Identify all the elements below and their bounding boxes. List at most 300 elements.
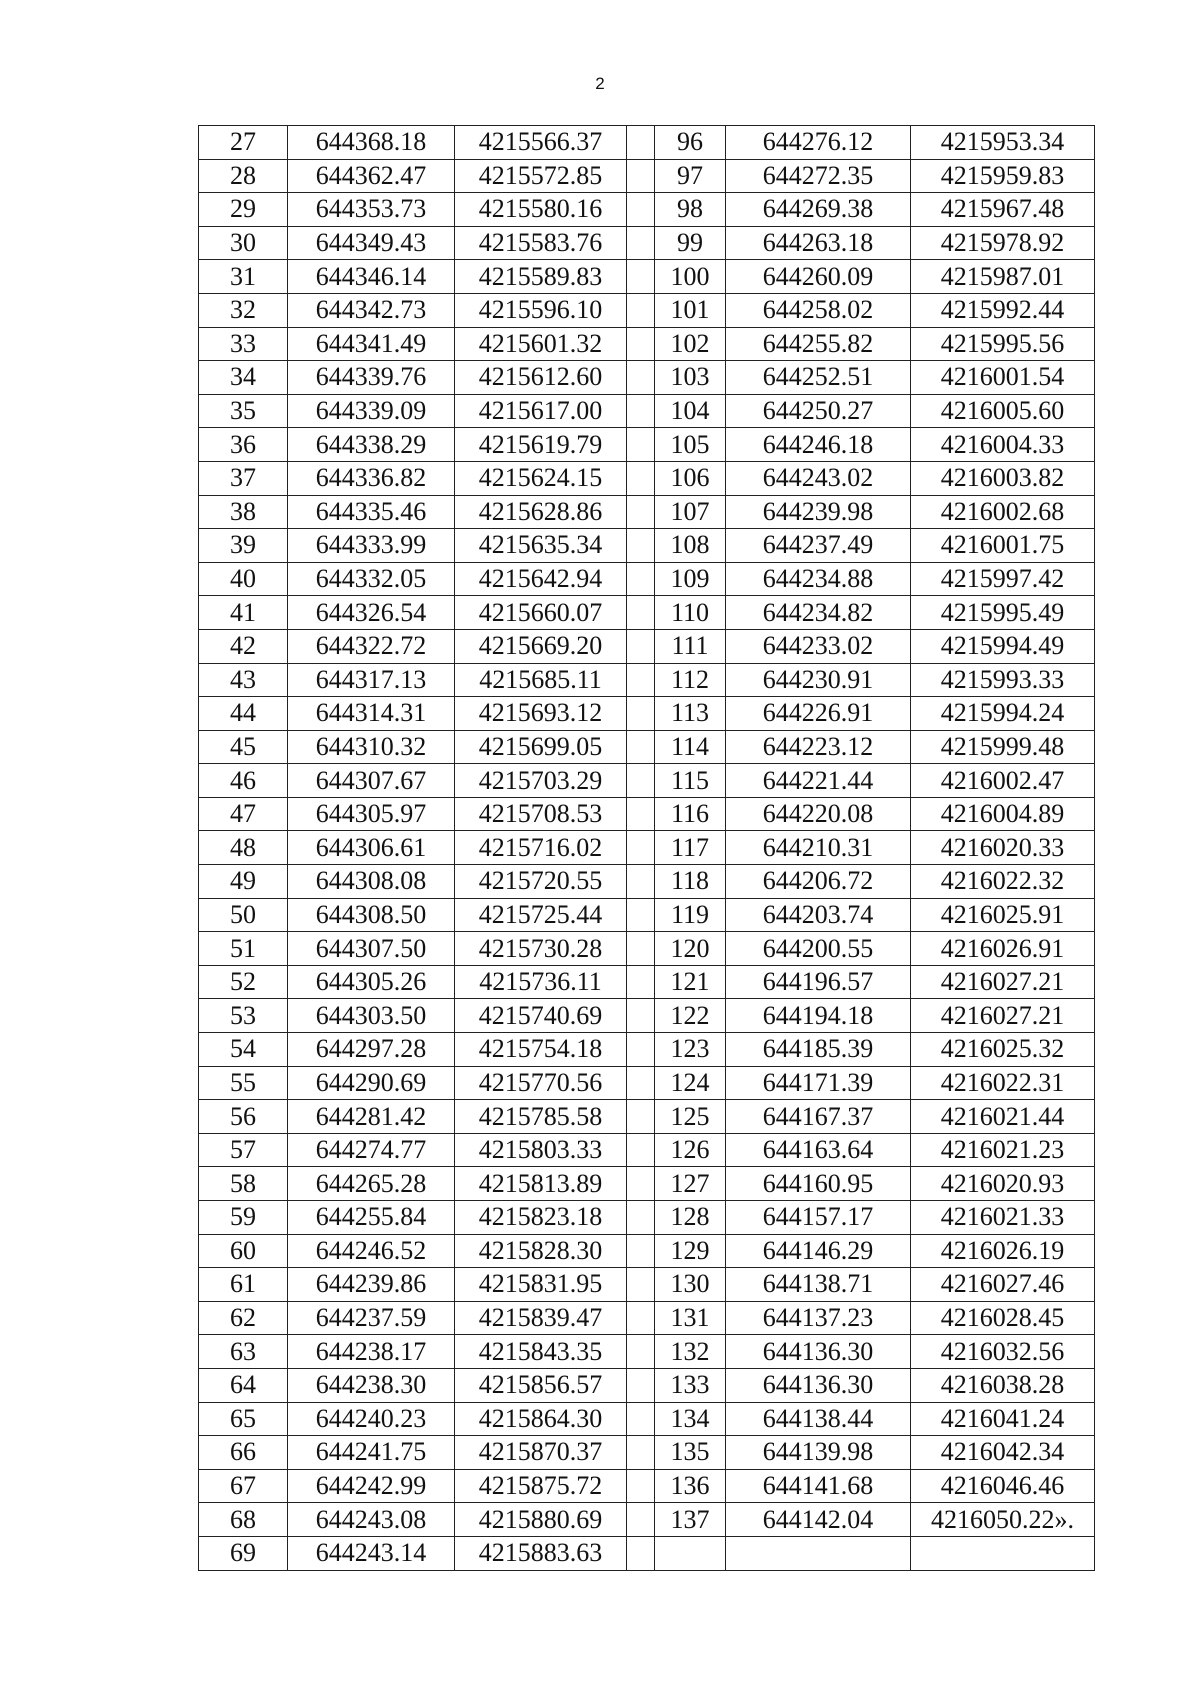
spacer-cell	[627, 495, 655, 529]
table-row	[199, 1335, 1095, 1369]
spacer-cell	[627, 1469, 655, 1503]
spacer-cell	[627, 596, 655, 630]
y-coordinate-cell: 4215619.79	[455, 428, 627, 462]
x-coordinate-cell: 644265.28	[288, 1167, 455, 1201]
y-coordinate-cell: 4215699.05	[455, 730, 627, 764]
spacer-cell	[627, 663, 655, 697]
x-coordinate-cell: 644269.38	[726, 193, 911, 227]
x-coordinate-cell: 644138.71	[726, 1268, 911, 1302]
y-coordinate-cell: 4215635.34	[455, 529, 627, 563]
x-coordinate-cell: 644138.44	[726, 1402, 911, 1436]
y-coordinate-cell: 4215839.47	[455, 1301, 627, 1335]
point-number-cell: 109	[655, 562, 726, 596]
table-row	[199, 293, 1095, 327]
x-coordinate-cell: 644353.73	[288, 193, 455, 227]
y-coordinate-cell: 4215870.37	[455, 1436, 627, 1470]
y-coordinate-cell	[911, 1536, 1095, 1570]
table-row	[199, 831, 1095, 865]
x-coordinate-cell: 644250.27	[726, 394, 911, 428]
x-coordinate-cell: 644203.74	[726, 898, 911, 932]
point-number-cell: 62	[199, 1301, 288, 1335]
x-coordinate-cell: 644163.64	[726, 1133, 911, 1167]
point-number-cell: 35	[199, 394, 288, 428]
table-row	[199, 159, 1095, 193]
table-row	[199, 1301, 1095, 1335]
point-number-cell: 30	[199, 226, 288, 260]
x-coordinate-cell: 644171.39	[726, 1066, 911, 1100]
point-number-cell: 98	[655, 193, 726, 227]
x-coordinate-cell: 644349.43	[288, 226, 455, 260]
y-coordinate-cell: 4216005.60	[911, 394, 1095, 428]
spacer-cell	[627, 1167, 655, 1201]
spacer-cell	[627, 1201, 655, 1235]
y-coordinate-cell: 4215864.30	[455, 1402, 627, 1436]
point-number-cell: 121	[655, 965, 726, 999]
spacer-cell	[627, 260, 655, 294]
y-coordinate-cell: 4215813.89	[455, 1167, 627, 1201]
y-coordinate-cell: 4216004.89	[911, 797, 1095, 831]
x-coordinate-cell: 644139.98	[726, 1436, 911, 1470]
y-coordinate-cell: 4216025.32	[911, 1033, 1095, 1067]
x-coordinate-cell: 644322.72	[288, 629, 455, 663]
y-coordinate-cell: 4215823.18	[455, 1201, 627, 1235]
table-row	[199, 1033, 1095, 1067]
spacer-cell	[627, 1503, 655, 1537]
point-number-cell: 100	[655, 260, 726, 294]
spacer-cell	[627, 1268, 655, 1302]
point-number-cell: 68	[199, 1503, 288, 1537]
y-coordinate-cell: 4216021.44	[911, 1100, 1095, 1134]
spacer-cell	[627, 293, 655, 327]
x-coordinate-cell: 644362.47	[288, 159, 455, 193]
y-coordinate-cell: 4215828.30	[455, 1234, 627, 1268]
x-coordinate-cell: 644342.73	[288, 293, 455, 327]
spacer-cell	[627, 361, 655, 395]
x-coordinate-cell: 644223.12	[726, 730, 911, 764]
y-coordinate-cell: 4215589.83	[455, 260, 627, 294]
point-number-cell: 55	[199, 1066, 288, 1100]
y-coordinate-cell: 4215994.49	[911, 629, 1095, 663]
x-coordinate-cell: 644346.14	[288, 260, 455, 294]
point-number-cell: 135	[655, 1436, 726, 1470]
x-coordinate-cell: 644305.26	[288, 965, 455, 999]
spacer-cell	[627, 461, 655, 495]
x-coordinate-cell: 644333.99	[288, 529, 455, 563]
x-coordinate-cell: 644263.18	[726, 226, 911, 260]
point-number-cell: 125	[655, 1100, 726, 1134]
y-coordinate-cell: 4216027.46	[911, 1268, 1095, 1302]
point-number-cell: 48	[199, 831, 288, 865]
x-coordinate-cell: 644255.82	[726, 327, 911, 361]
point-number-cell: 96	[655, 126, 726, 160]
point-number-cell: 117	[655, 831, 726, 865]
x-coordinate-cell: 644308.50	[288, 898, 455, 932]
point-number-cell: 63	[199, 1335, 288, 1369]
point-number-cell: 127	[655, 1167, 726, 1201]
x-coordinate-cell: 644332.05	[288, 562, 455, 596]
y-coordinate-cell: 4215785.58	[455, 1100, 627, 1134]
point-number-cell: 67	[199, 1469, 288, 1503]
table-row	[199, 965, 1095, 999]
spacer-cell	[627, 226, 655, 260]
x-coordinate-cell: 644239.86	[288, 1268, 455, 1302]
point-number-cell: 99	[655, 226, 726, 260]
y-coordinate-cell: 4215740.69	[455, 999, 627, 1033]
table-row	[199, 1167, 1095, 1201]
x-coordinate-cell: 644308.08	[288, 865, 455, 899]
x-coordinate-cell: 644243.08	[288, 1503, 455, 1537]
y-coordinate-cell: 4215580.16	[455, 193, 627, 227]
point-number-cell: 97	[655, 159, 726, 193]
spacer-cell	[627, 730, 655, 764]
point-number-cell: 33	[199, 327, 288, 361]
y-coordinate-cell: 4215883.63	[455, 1536, 627, 1570]
point-number-cell: 136	[655, 1469, 726, 1503]
point-number-cell: 40	[199, 562, 288, 596]
x-coordinate-cell: 644274.77	[288, 1133, 455, 1167]
spacer-cell	[627, 932, 655, 966]
spacer-cell	[627, 126, 655, 160]
y-coordinate-cell: 4215997.42	[911, 562, 1095, 596]
x-coordinate-cell: 644238.17	[288, 1335, 455, 1369]
table-row	[199, 932, 1095, 966]
x-coordinate-cell: 644226.91	[726, 697, 911, 731]
spacer-cell	[627, 193, 655, 227]
y-coordinate-cell: 4215660.07	[455, 596, 627, 630]
point-number-cell: 45	[199, 730, 288, 764]
point-number-cell: 50	[199, 898, 288, 932]
x-coordinate-cell: 644305.97	[288, 797, 455, 831]
x-coordinate-cell: 644194.18	[726, 999, 911, 1033]
table-row	[199, 730, 1095, 764]
x-coordinate-cell: 644335.46	[288, 495, 455, 529]
y-coordinate-cell: 4216001.54	[911, 361, 1095, 395]
y-coordinate-cell: 4215987.01	[911, 260, 1095, 294]
point-number-cell: 52	[199, 965, 288, 999]
table-row	[199, 226, 1095, 260]
y-coordinate-cell: 4215612.60	[455, 361, 627, 395]
x-coordinate-cell: 644210.31	[726, 831, 911, 865]
table-row	[199, 1402, 1095, 1436]
point-number-cell: 130	[655, 1268, 726, 1302]
point-number-cell: 38	[199, 495, 288, 529]
point-number-cell: 42	[199, 629, 288, 663]
point-number-cell: 29	[199, 193, 288, 227]
table-row	[199, 361, 1095, 395]
y-coordinate-cell: 4215856.57	[455, 1368, 627, 1402]
table-row	[199, 1066, 1095, 1100]
table-row	[199, 697, 1095, 731]
x-coordinate-cell: 644206.72	[726, 865, 911, 899]
y-coordinate-cell: 4216002.47	[911, 764, 1095, 798]
x-coordinate-cell: 644167.37	[726, 1100, 911, 1134]
point-number-cell: 60	[199, 1234, 288, 1268]
table-row	[199, 999, 1095, 1033]
y-coordinate-cell: 4216003.82	[911, 461, 1095, 495]
x-coordinate-cell: 644307.50	[288, 932, 455, 966]
y-coordinate-cell: 4215708.53	[455, 797, 627, 831]
spacer-cell	[627, 327, 655, 361]
point-number-cell: 56	[199, 1100, 288, 1134]
spacer-cell	[627, 1368, 655, 1402]
y-coordinate-cell: 4215992.44	[911, 293, 1095, 327]
x-coordinate-cell: 644341.49	[288, 327, 455, 361]
point-number-cell: 59	[199, 1201, 288, 1235]
x-coordinate-cell: 644326.54	[288, 596, 455, 630]
point-number-cell: 104	[655, 394, 726, 428]
point-number-cell: 122	[655, 999, 726, 1033]
y-coordinate-cell: 4215999.48	[911, 730, 1095, 764]
x-coordinate-cell: 644306.61	[288, 831, 455, 865]
spacer-cell	[627, 1436, 655, 1470]
y-coordinate-cell: 4215642.94	[455, 562, 627, 596]
table-row	[199, 1268, 1095, 1302]
point-number-cell: 106	[655, 461, 726, 495]
table-row	[199, 126, 1095, 160]
point-number-cell: 44	[199, 697, 288, 731]
table-row	[199, 596, 1095, 630]
table-row	[199, 1368, 1095, 1402]
x-coordinate-cell: 644238.30	[288, 1368, 455, 1402]
y-coordinate-cell: 4216001.75	[911, 529, 1095, 563]
point-number-cell: 116	[655, 797, 726, 831]
y-coordinate-cell: 4216041.24	[911, 1402, 1095, 1436]
x-coordinate-cell: 644252.51	[726, 361, 911, 395]
y-coordinate-cell: 4215730.28	[455, 932, 627, 966]
table-row	[199, 327, 1095, 361]
point-number-cell: 126	[655, 1133, 726, 1167]
y-coordinate-cell: 4216038.28	[911, 1368, 1095, 1402]
y-coordinate-cell: 4215770.56	[455, 1066, 627, 1100]
y-coordinate-cell: 4215624.15	[455, 461, 627, 495]
y-coordinate-cell: 4215995.56	[911, 327, 1095, 361]
point-number-cell: 41	[199, 596, 288, 630]
point-number-cell: 58	[199, 1167, 288, 1201]
y-coordinate-cell: 4215596.10	[455, 293, 627, 327]
table-row	[199, 495, 1095, 529]
point-number-cell: 137	[655, 1503, 726, 1537]
point-number-cell: 124	[655, 1066, 726, 1100]
point-number-cell: 115	[655, 764, 726, 798]
table-row	[199, 529, 1095, 563]
x-coordinate-cell: 644281.42	[288, 1100, 455, 1134]
x-coordinate-cell: 644303.50	[288, 999, 455, 1033]
y-coordinate-cell: 4215843.35	[455, 1335, 627, 1369]
y-coordinate-cell: 4216046.46	[911, 1469, 1095, 1503]
y-coordinate-cell: 4215685.11	[455, 663, 627, 697]
point-number-cell: 64	[199, 1368, 288, 1402]
point-number-cell: 61	[199, 1268, 288, 1302]
x-coordinate-cell: 644241.75	[288, 1436, 455, 1470]
y-coordinate-cell: 4215978.92	[911, 226, 1095, 260]
coordinates-table-body	[199, 126, 1095, 1571]
y-coordinate-cell: 4216021.33	[911, 1201, 1095, 1235]
point-number-cell: 28	[199, 159, 288, 193]
spacer-cell	[627, 1536, 655, 1570]
x-coordinate-cell: 644290.69	[288, 1066, 455, 1100]
y-coordinate-cell: 4216020.93	[911, 1167, 1095, 1201]
spacer-cell	[627, 629, 655, 663]
table-row	[199, 1469, 1095, 1503]
point-number-cell: 112	[655, 663, 726, 697]
x-coordinate-cell: 644234.82	[726, 596, 911, 630]
y-coordinate-cell: 4216002.68	[911, 495, 1095, 529]
x-coordinate-cell: 644137.23	[726, 1301, 911, 1335]
y-coordinate-cell: 4216020.33	[911, 831, 1095, 865]
spacer-cell	[627, 797, 655, 831]
x-coordinate-cell: 644200.55	[726, 932, 911, 966]
point-number-cell: 132	[655, 1335, 726, 1369]
table-row	[199, 193, 1095, 227]
table-row	[199, 663, 1095, 697]
spacer-cell	[627, 1402, 655, 1436]
x-coordinate-cell: 644237.49	[726, 529, 911, 563]
spacer-cell	[627, 529, 655, 563]
point-number-cell: 114	[655, 730, 726, 764]
y-coordinate-cell: 4215993.33	[911, 663, 1095, 697]
spacer-cell	[627, 428, 655, 462]
point-number-cell: 65	[199, 1402, 288, 1436]
table-row	[199, 865, 1095, 899]
x-coordinate-cell: 644314.31	[288, 697, 455, 731]
spacer-cell	[627, 1301, 655, 1335]
point-number-cell: 46	[199, 764, 288, 798]
x-coordinate-cell: 644368.18	[288, 126, 455, 160]
x-coordinate-cell: 644230.91	[726, 663, 911, 697]
x-coordinate-cell: 644221.44	[726, 764, 911, 798]
y-coordinate-cell: 4216026.91	[911, 932, 1095, 966]
point-number-cell: 101	[655, 293, 726, 327]
spacer-cell	[627, 764, 655, 798]
spacer-cell	[627, 1100, 655, 1134]
y-coordinate-cell: 4216022.31	[911, 1066, 1095, 1100]
y-coordinate-cell: 4216021.23	[911, 1133, 1095, 1167]
y-coordinate-cell: 4215703.29	[455, 764, 627, 798]
x-coordinate-cell: 644307.67	[288, 764, 455, 798]
spacer-cell	[627, 1335, 655, 1369]
point-number-cell: 37	[199, 461, 288, 495]
point-number-cell: 120	[655, 932, 726, 966]
spacer-cell	[627, 865, 655, 899]
point-number-cell: 32	[199, 293, 288, 327]
point-number-cell: 128	[655, 1201, 726, 1235]
x-coordinate-cell: 644185.39	[726, 1033, 911, 1067]
x-coordinate-cell: 644336.82	[288, 461, 455, 495]
point-number-cell: 47	[199, 797, 288, 831]
x-coordinate-cell	[726, 1536, 911, 1570]
point-number-cell: 27	[199, 126, 288, 160]
y-coordinate-cell: 4215572.85	[455, 159, 627, 193]
y-coordinate-cell: 4215754.18	[455, 1033, 627, 1067]
table-row	[199, 629, 1095, 663]
y-coordinate-cell: 4215831.95	[455, 1268, 627, 1302]
table-row	[199, 260, 1095, 294]
table-row	[199, 797, 1095, 831]
spacer-cell	[627, 898, 655, 932]
table-row	[199, 1234, 1095, 1268]
y-coordinate-cell: 4215583.76	[455, 226, 627, 260]
x-coordinate-cell: 644339.09	[288, 394, 455, 428]
x-coordinate-cell: 644196.57	[726, 965, 911, 999]
y-coordinate-cell: 4215875.72	[455, 1469, 627, 1503]
point-number-cell: 57	[199, 1133, 288, 1167]
point-number-cell: 43	[199, 663, 288, 697]
x-coordinate-cell: 644242.99	[288, 1469, 455, 1503]
table-row	[199, 394, 1095, 428]
y-coordinate-cell: 4215967.48	[911, 193, 1095, 227]
point-number-cell: 131	[655, 1301, 726, 1335]
x-coordinate-cell: 644142.04	[726, 1503, 911, 1537]
y-coordinate-cell: 4215716.02	[455, 831, 627, 865]
point-number-cell: 129	[655, 1234, 726, 1268]
point-number-cell: 133	[655, 1368, 726, 1402]
y-coordinate-cell: 4215736.11	[455, 965, 627, 999]
y-coordinate-cell: 4216025.91	[911, 898, 1095, 932]
point-number-cell: 103	[655, 361, 726, 395]
table-row	[199, 1503, 1095, 1537]
x-coordinate-cell: 644260.09	[726, 260, 911, 294]
point-number-cell: 69	[199, 1536, 288, 1570]
point-number-cell: 123	[655, 1033, 726, 1067]
point-number-cell: 134	[655, 1402, 726, 1436]
y-coordinate-cell: 4216032.56	[911, 1335, 1095, 1369]
x-coordinate-cell: 644136.30	[726, 1335, 911, 1369]
table-row	[199, 764, 1095, 798]
y-coordinate-cell: 4216004.33	[911, 428, 1095, 462]
spacer-cell	[627, 1066, 655, 1100]
spacer-cell	[627, 562, 655, 596]
y-coordinate-cell: 4215995.49	[911, 596, 1095, 630]
x-coordinate-cell: 644246.52	[288, 1234, 455, 1268]
point-number-cell	[655, 1536, 726, 1570]
x-coordinate-cell: 644234.88	[726, 562, 911, 596]
point-number-cell: 49	[199, 865, 288, 899]
y-coordinate-cell: 4216028.45	[911, 1301, 1095, 1335]
table-row	[199, 1536, 1095, 1570]
x-coordinate-cell: 644258.02	[726, 293, 911, 327]
spacer-cell	[627, 394, 655, 428]
y-coordinate-cell: 4216027.21	[911, 965, 1095, 999]
y-coordinate-cell: 4215617.00	[455, 394, 627, 428]
x-coordinate-cell: 644233.02	[726, 629, 911, 663]
y-coordinate-cell: 4215880.69	[455, 1503, 627, 1537]
point-number-cell: 111	[655, 629, 726, 663]
spacer-cell	[627, 1133, 655, 1167]
x-coordinate-cell: 644276.12	[726, 126, 911, 160]
table-row	[199, 562, 1095, 596]
y-coordinate-cell: 4215994.24	[911, 697, 1095, 731]
point-number-cell: 118	[655, 865, 726, 899]
table-row	[199, 461, 1095, 495]
x-coordinate-cell: 644317.13	[288, 663, 455, 697]
x-coordinate-cell: 644310.32	[288, 730, 455, 764]
x-coordinate-cell: 644243.14	[288, 1536, 455, 1570]
y-coordinate-cell: 4215601.32	[455, 327, 627, 361]
y-coordinate-cell: 4216027.21	[911, 999, 1095, 1033]
spacer-cell	[627, 965, 655, 999]
point-number-cell: 110	[655, 596, 726, 630]
table-row	[199, 1100, 1095, 1134]
y-coordinate-cell: 4216022.32	[911, 865, 1095, 899]
y-coordinate-cell: 4216026.19	[911, 1234, 1095, 1268]
point-number-cell: 31	[199, 260, 288, 294]
page-number: 2	[595, 74, 605, 93]
y-coordinate-cell: 4216042.34	[911, 1436, 1095, 1470]
y-coordinate-cell: 4215566.37	[455, 126, 627, 160]
point-number-cell: 51	[199, 932, 288, 966]
x-coordinate-cell: 644237.59	[288, 1301, 455, 1335]
point-number-cell: 119	[655, 898, 726, 932]
